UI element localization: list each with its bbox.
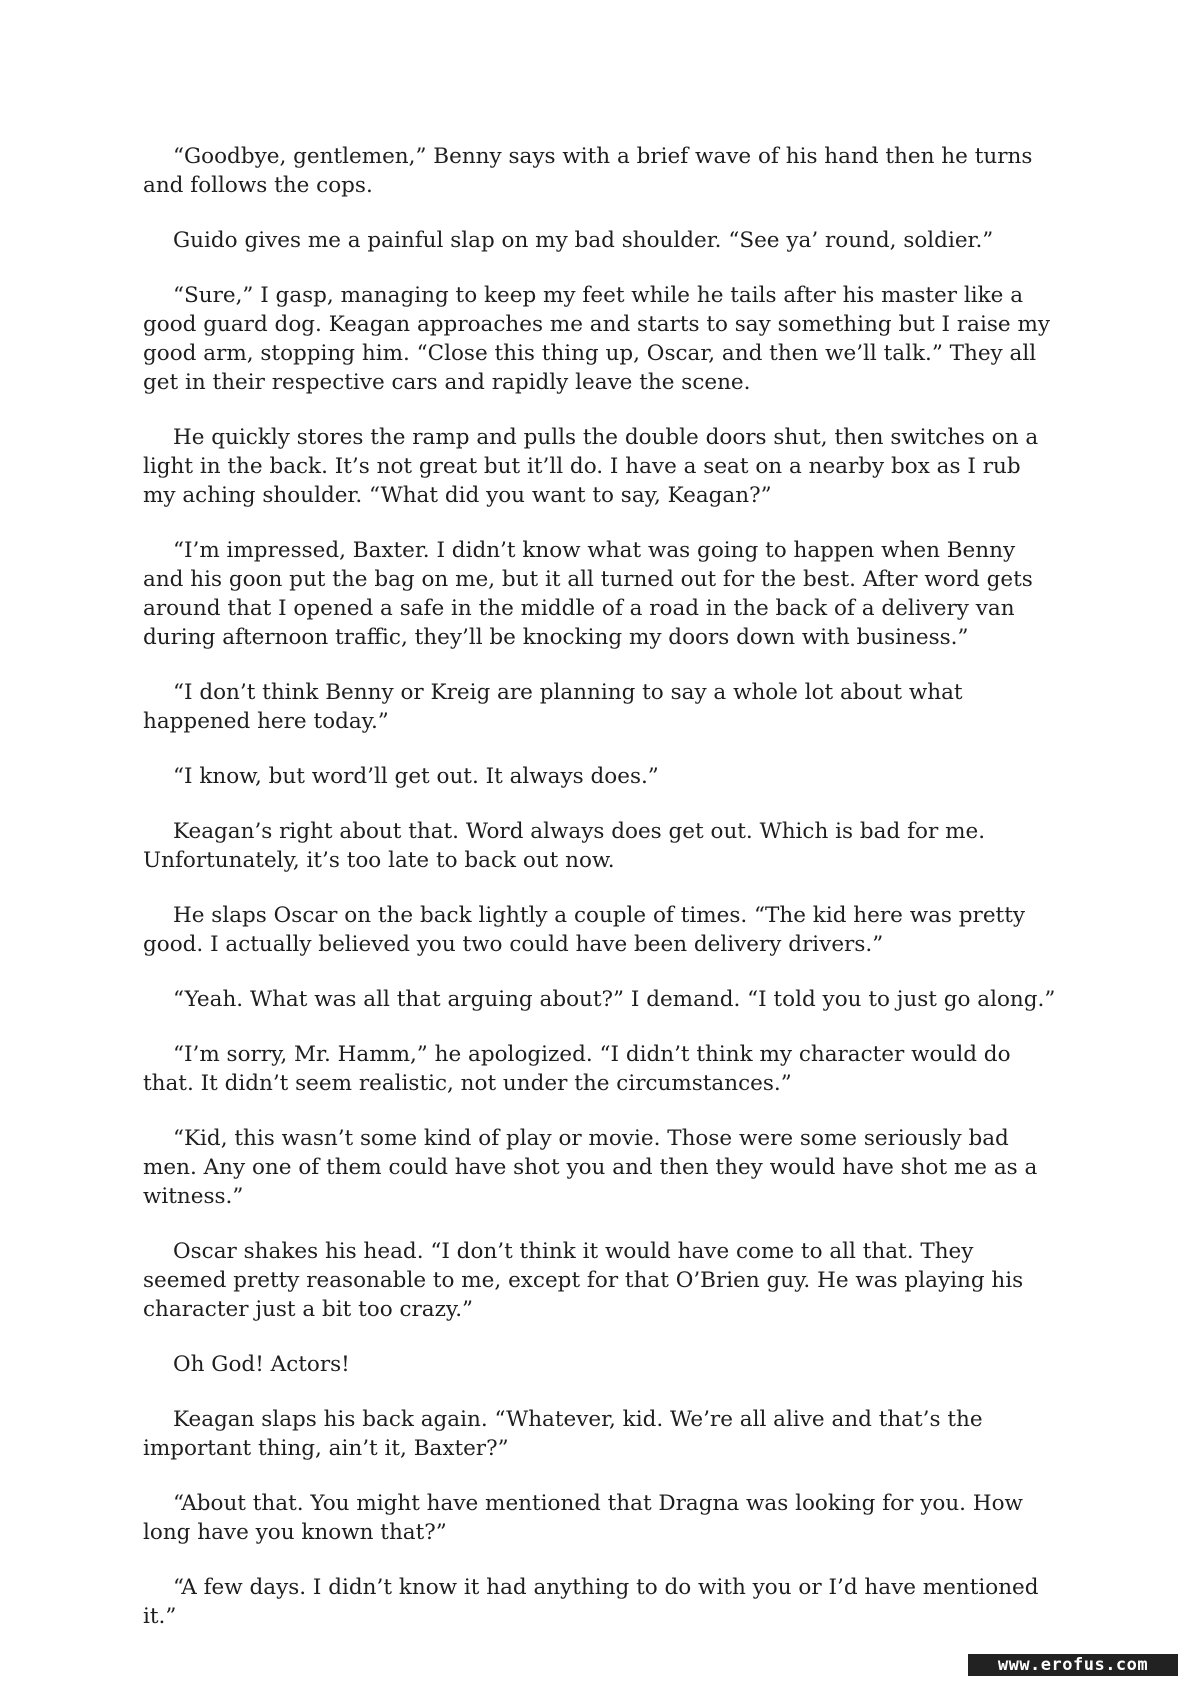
paragraph: Keagan slaps his back again. “Whatever, kid. We’re all alive and that’s the important thing, ain’t it, Baxter?” (143, 1407, 983, 1461)
paragraph: “Goodbye, gentlemen,” Benny says with a brief wave of his hand then he turns and follows the cops. (143, 144, 1033, 198)
paragraph: Oscar shakes his head. “I don’t think it would have come to all that. They seemed pretty reasonable to me, except for that O’Brien guy. He was playing his character just a bit too crazy.” (143, 1239, 1024, 1322)
paragraph: He quickly stores the ramp and pulls the double doors shut, then switches on a light in the back. It’s not great but it’ll do. I have a seat on a nearby box as I rub my aching shoulder. “What did you want to say, Keagan?” (143, 425, 1039, 508)
watermark: www.erofus.com (968, 1654, 1178, 1676)
paragraph: “I don’t think Benny or Kreig are planning to say a whole lot about what happened here today.” (143, 680, 963, 734)
paragraph: “I know, but word’ll get out. It always does.” (173, 764, 659, 789)
paragraph: “Kid, this wasn’t some kind of play or movie. Those were some seriously bad men. Any one of them could have shot you and then they would have shot me as a witness.” (143, 1126, 1038, 1209)
paragraph: “Yeah. What was all that arguing about?” I demand. “I told you to just go along.” (173, 987, 1056, 1012)
paragraph: “I’m impressed, Baxter. I didn’t know what was going to happen when Benny and his goon put the bag on me, but it all turned out for the best. After word gets around that I opened a safe in the middle of a road in the back of a delivery van during afternoon traffic, they’ll be knocking my doors down with business.” (143, 538, 1033, 650)
paragraph: Oh God! Actors! (173, 1352, 350, 1377)
paragraph: He slaps Oscar on the back lightly a couple of times. “The kid here was pretty good. I actually believed you two could have been delivery drivers.” (143, 903, 1025, 957)
paragraph: “About that. You might have mentioned that Dragna was looking for you. How long have you known that?” (143, 1491, 1023, 1545)
paragraph: “Sure,” I gasp, managing to keep my feet while he tails after his master like a good guard dog. Keagan approaches me and starts to say something but I raise my good arm, stopping him. “Close this thing up, Oscar, and then we’ll talk.” They all get in their respective cars and rapidly leave the scene. (143, 283, 1050, 395)
paragraph: Keagan’s right about that. Word always does get out. Which is bad for me. Unfortunately, it’s too late to back out now. (143, 819, 986, 873)
paragraph: “I’m sorry, Mr. Hamm,” he apologized. “I didn’t think my character would do that. It didn’t seem realistic, not under the circumstances.” (143, 1042, 1011, 1096)
paragraph: Guido gives me a painful slap on my bad shoulder. “See ya’ round, soldier.” (173, 228, 994, 253)
body-text (143, 142, 1058, 1657)
paragraph: “A few days. I didn’t know it had anything to do with you or I’d have mentioned it.” (143, 1575, 1039, 1629)
